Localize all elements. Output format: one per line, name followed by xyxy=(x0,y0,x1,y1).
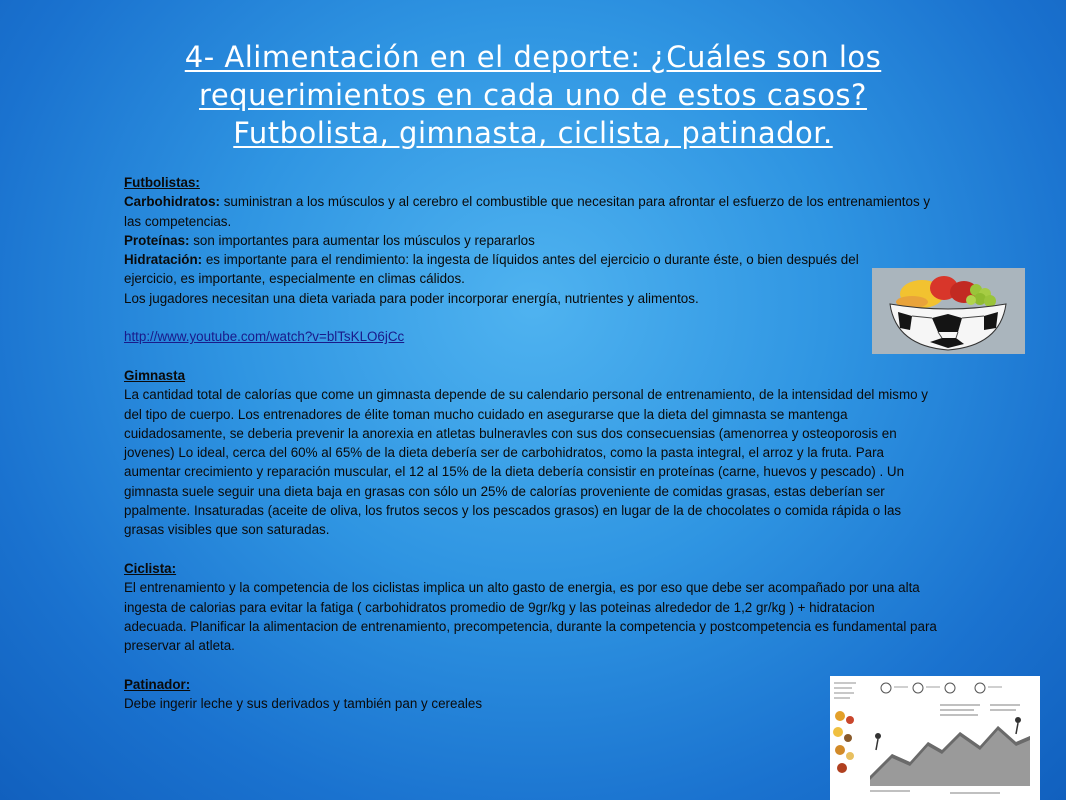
title-line-2: requerimientos en cada uno de estos casos? xyxy=(199,78,867,112)
proteinas-paragraph xyxy=(124,231,940,250)
ciclista-heading: Ciclista: xyxy=(124,560,177,576)
youtube-link[interactable]: http://www.youtube.com/watch?v=blTsKLO6jCc xyxy=(124,329,405,345)
proteinas-text: son importantes para aumentar los músculos y repararlos xyxy=(189,232,535,248)
patinador-heading: Patinador: xyxy=(124,676,191,692)
ciclista-text: El entrenamiento y la competencia de los ciclistas implica un alto gasto de energia, es por eso que debe ser acompañado por una alta ingesta de calorias para evitar la fatiga ( carbohidratos promedio de 9gr/kg y las poteinas alrededor de 1,2 gr/kg ) + hidratacion adecuada. Planificar la alimentacion de entrenamiento, precompetencia, durante la competencia y postcompetencia es fundamental para preservar al atleta. xyxy=(124,580,937,654)
gimnasta-heading: Gimnasta xyxy=(124,367,186,383)
fruit-soccer-ball-bowl-image xyxy=(872,268,1025,354)
slide-title xyxy=(60,38,1006,152)
fruit-bowl-illustration xyxy=(872,268,1025,354)
spacer xyxy=(124,308,940,327)
hidratacion-label: Hidratación: xyxy=(124,252,203,268)
hidratacion-paragraph xyxy=(124,250,869,289)
infographic-illustration xyxy=(830,676,1040,800)
spacer xyxy=(124,655,940,674)
youtube-link-paragraph xyxy=(124,327,940,346)
dieta-paragraph: Los jugadores necesitan una dieta variada para poder incorporar energía, nutrientes y alimentos. xyxy=(124,290,699,306)
proteinas-label: Proteínas: xyxy=(124,232,190,248)
patinador-text: Debe ingerir leche y sus derivados y también pan y cereales xyxy=(124,696,483,712)
carbohidratos-text: suministran a los músculos y al cerebro el combustible que necesitan para afrontar el esfuerzo de los entrenamientos y las competencias. xyxy=(124,194,931,229)
futbolistas-heading: Futbolistas: xyxy=(124,175,200,190)
cyclist-nutrition-infographic-image xyxy=(830,676,1040,800)
spacer xyxy=(124,540,940,559)
carbohidratos-label: Carbohidratos: xyxy=(124,194,220,210)
title-line-1: 4- Alimentación en el deporte: ¿Cuáles son los xyxy=(184,40,882,74)
gimnasta-text: La cantidad total de calorías que come un gimnasta depende de su calendario personal de entrenamiento, de la intensidad del mismo y del tipo de cuerpo. Los entrenadores de élite toman mucho cuidado en asegurarse que la dieta del gimnasta se mantenga cuidadosamente, se deberia prevenir la anorexia en atletas bulneravles con sus dos consecuensias (amenorrea y osteoporosis en jovenes) Lo ideal, cerca del 60% al 65% de la dieta debería ser de carbohidratos, como la pasta integral, el arroz y la fruta. Para aumentar crecimiento y reparación muscular, el 12 al 15% de la dieta debería consistir en proteínas (carne, huevos y pescado) . Un gimnasta suele seguir una dieta baja en grasas con sólo un 25% de calorías proveniente de comidas grasas, estas deberían ser ppalmente. Insaturadas (aceite de oliva, los frutos secos y los pescados grasos) en lugar de la de chocolates o comida rápida o las grasas visibles que son saturadas. xyxy=(124,387,928,538)
slide-body xyxy=(124,173,940,713)
spacer xyxy=(124,347,940,366)
title-line-3: Futbolista, gimnasta, ciclista, patinador. xyxy=(233,116,833,150)
carbohidratos-paragraph xyxy=(124,192,940,231)
hidratacion-text: es importante para el rendimiento: la ingesta de líquidos antes del ejercicio o durante éste, o bien después del ejercicio, es importante, especialmente en climas cálidos. xyxy=(124,252,859,287)
